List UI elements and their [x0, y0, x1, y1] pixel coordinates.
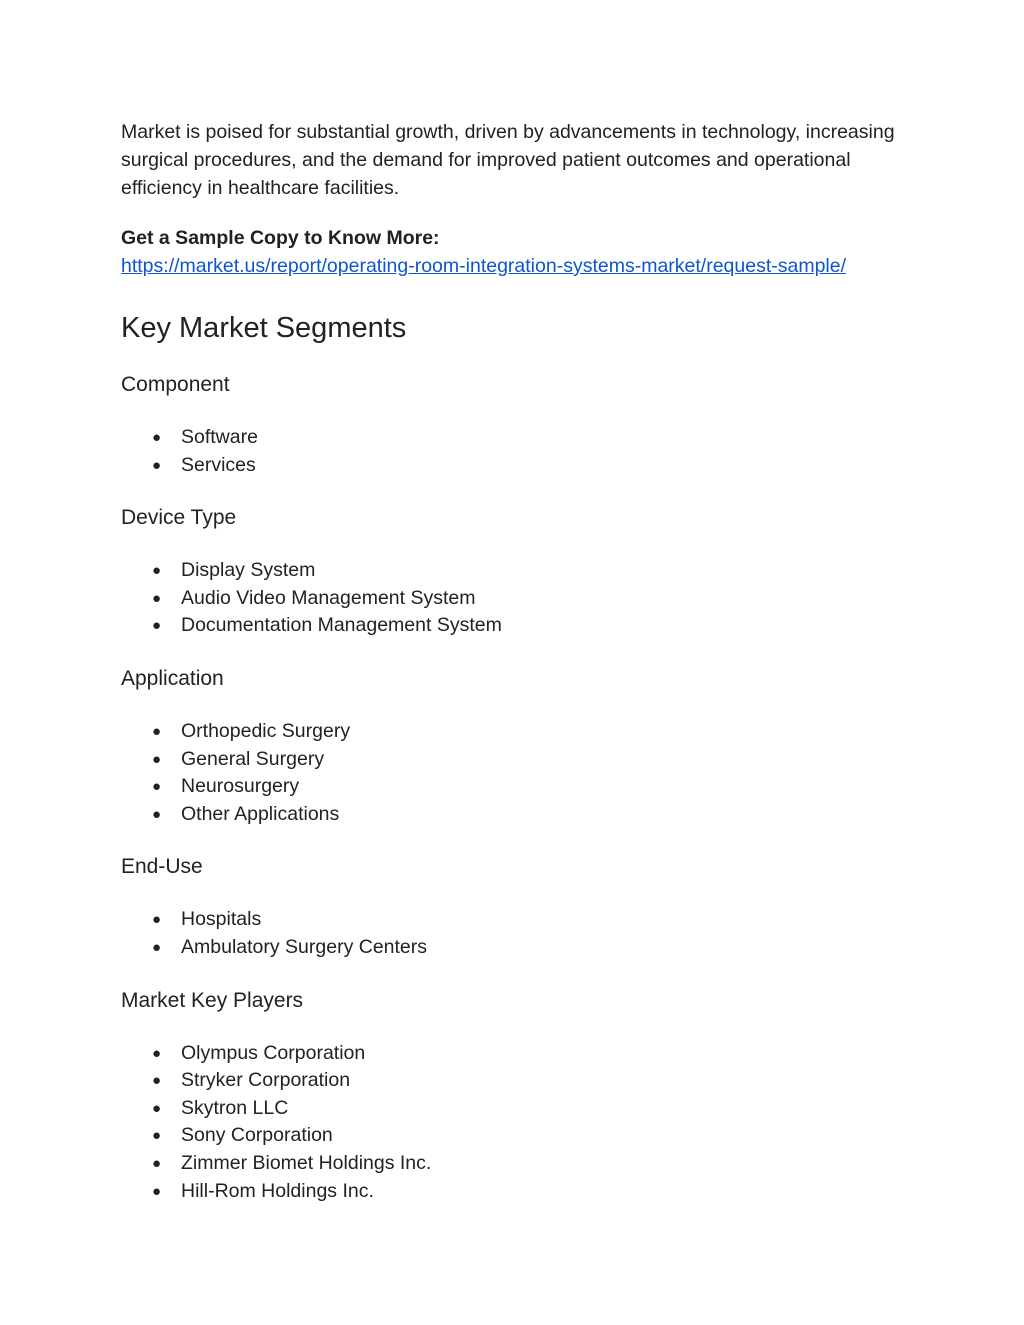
bullet-icon: ● — [152, 722, 162, 740]
list-item — [121, 746, 911, 774]
list-item — [121, 424, 911, 452]
intro-paragraph: Market is poised for substantial growth, driven by advancements in technology, increasing surgical procedures, and the demand for improved patient outcomes and operational efficiency in healthcare facilities. — [121, 121, 895, 199]
list-item-label: Stryker Corporation — [181, 1069, 351, 1092]
list-item — [121, 1040, 911, 1068]
list-item-label: Services — [181, 453, 256, 476]
list-item — [121, 1067, 911, 1095]
list-item-label: Audio Video Management System — [181, 586, 476, 609]
sample-request-link[interactable]: https://market.us/report/operating-room-integration-systems-market/request-sample/ — [121, 255, 847, 277]
bullet-list-market-key-players — [121, 1040, 911, 1206]
group-title-end-use: End-Use — [121, 855, 203, 879]
bullet-icon: ● — [152, 1044, 162, 1062]
bullet-list-component — [121, 424, 911, 479]
segment-groups — [121, 370, 911, 1205]
list-item-label: Documentation Management System — [181, 614, 502, 637]
list-item-label: Olympus Corporation — [181, 1041, 366, 1064]
list-item — [121, 1178, 911, 1206]
bullet-list-application — [121, 718, 911, 828]
list-item-label: Display System — [181, 559, 316, 582]
bullet-icon: ● — [152, 805, 162, 823]
document-page — [121, 118, 911, 1205]
bullet-icon: ● — [152, 1182, 162, 1200]
list-item-label: Skytron LLC — [181, 1096, 289, 1119]
bullet-icon: ● — [152, 778, 162, 796]
bullet-icon: ● — [152, 1072, 162, 1090]
list-item — [121, 585, 911, 613]
sample-copy-callout — [121, 224, 911, 280]
list-item — [121, 1150, 911, 1178]
list-item — [121, 1095, 911, 1123]
list-item-label: General Surgery — [181, 747, 325, 770]
list-item-label: Zimmer Biomet Holdings Inc. — [181, 1151, 432, 1174]
bullet-icon: ● — [152, 750, 162, 768]
list-item — [121, 773, 911, 801]
list-item — [121, 906, 911, 934]
list-item-label: Orthopedic Surgery — [181, 719, 351, 742]
bullet-icon: ● — [152, 456, 162, 474]
bullet-icon: ● — [152, 938, 162, 956]
list-item-label: Hospitals — [181, 908, 262, 931]
bullet-icon: ● — [152, 429, 162, 446]
section-title: Key Market Segments — [121, 312, 407, 344]
group-title-market-key-players: Market Key Players — [121, 988, 304, 1012]
list-item — [121, 718, 911, 746]
list-item — [121, 801, 911, 829]
list-item — [121, 557, 911, 585]
bullet-icon: ● — [152, 589, 162, 607]
list-item-label: Ambulatory Surgery Centers — [181, 935, 428, 958]
list-item-label: Other Applications — [181, 802, 340, 825]
bullet-icon: ● — [152, 911, 162, 929]
group-title-component: Component — [121, 373, 230, 396]
bullet-list-device-type — [121, 557, 911, 640]
bullet-icon: ● — [152, 617, 162, 635]
group-title-application: Application — [121, 666, 224, 690]
sample-copy-label: Get a Sample Copy to Know More: — [121, 227, 440, 249]
bullet-icon: ● — [152, 1099, 162, 1117]
group-title-device-type: Device Type — [121, 506, 237, 530]
list-item-label: Software — [181, 426, 258, 448]
bullet-icon: ● — [152, 1127, 162, 1145]
list-item — [121, 1122, 911, 1150]
bullet-icon: ● — [152, 562, 162, 580]
list-item — [121, 452, 911, 480]
list-item-label: Hill-Rom Holdings Inc. — [181, 1179, 374, 1202]
bullet-list-end-use — [121, 906, 911, 961]
list-item-label: Sony Corporation — [181, 1124, 333, 1147]
list-item — [121, 934, 911, 962]
list-item — [121, 612, 911, 640]
bullet-icon: ● — [152, 1154, 162, 1172]
list-item-label: Neurosurgery — [181, 775, 300, 798]
